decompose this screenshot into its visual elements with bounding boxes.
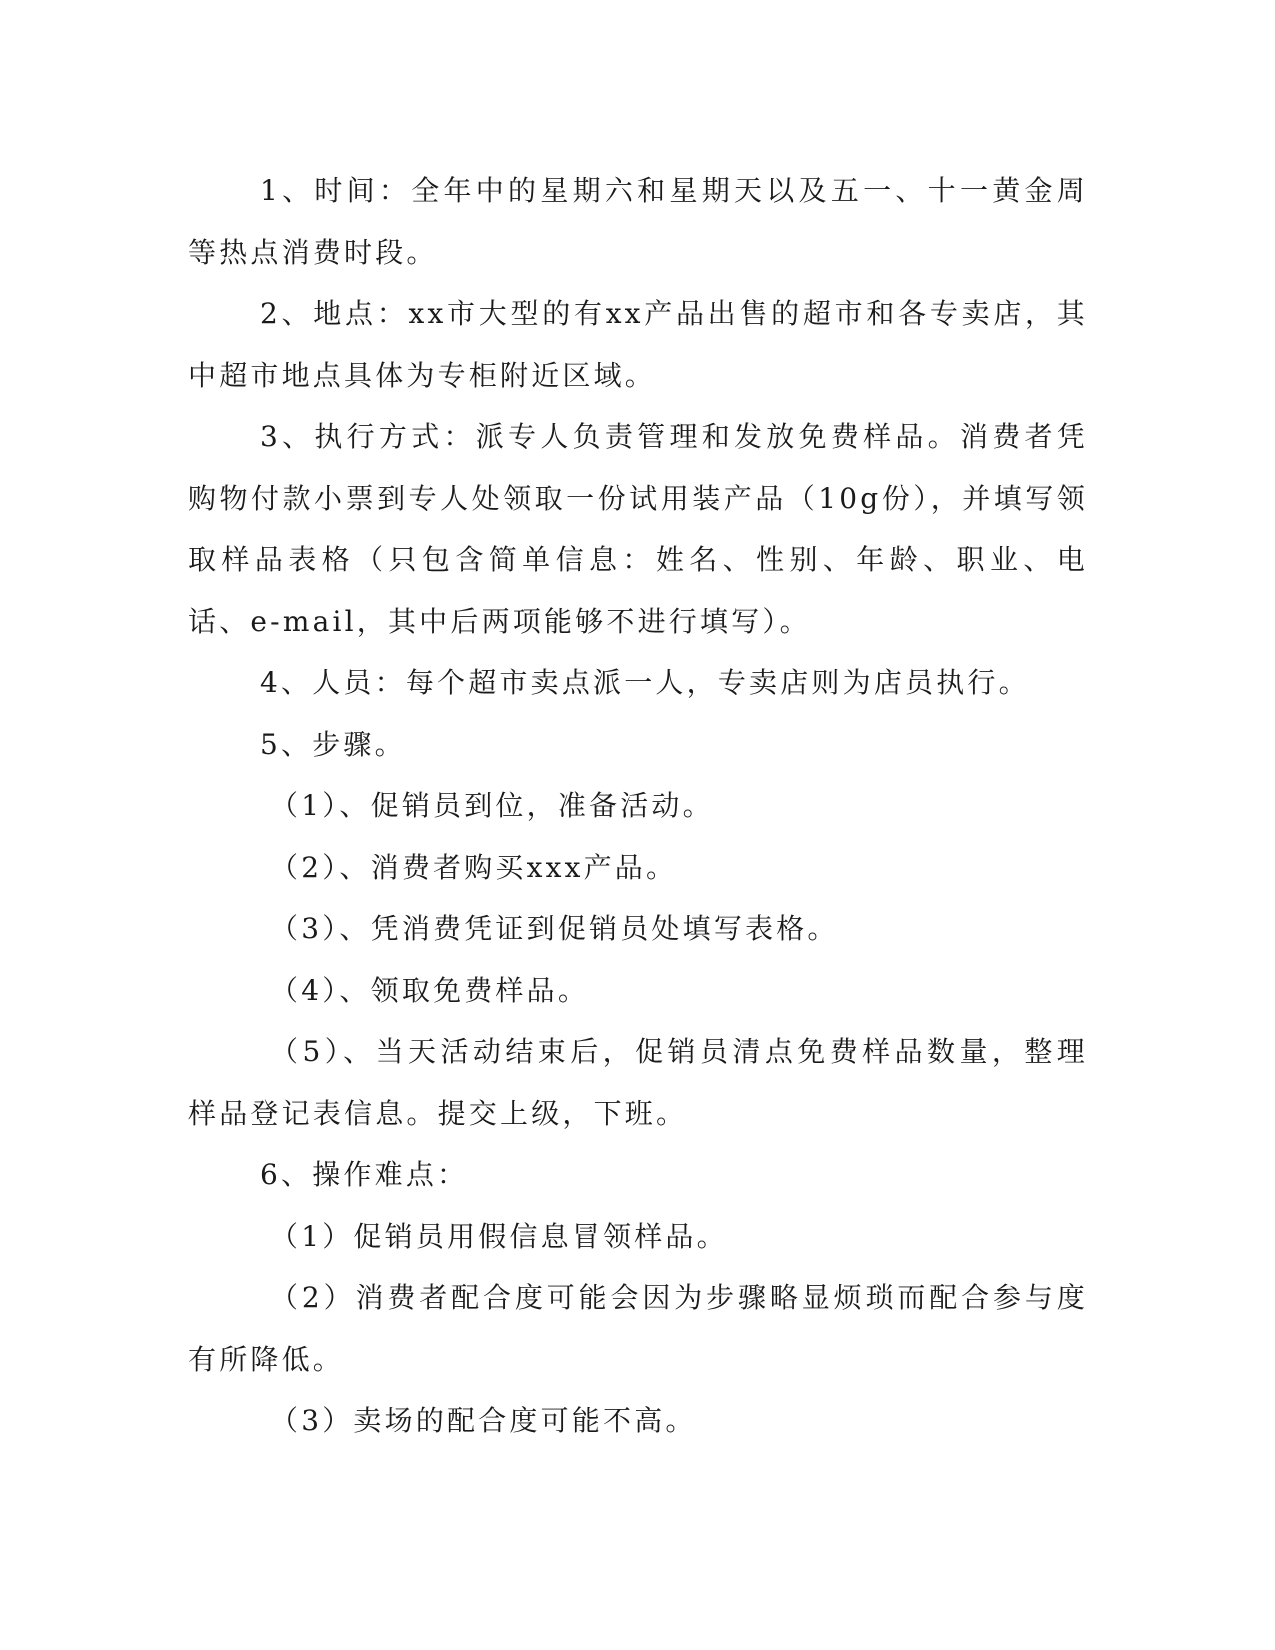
difficulty-item-1: （1）促销员用假信息冒领样品。 bbox=[270, 1219, 728, 1253]
document-body bbox=[188, 160, 1088, 1452]
step-item-3: （3）、凭消费凭证到促销员处填写表格。 bbox=[270, 912, 839, 945]
step-item-2: （2）、消费者购买xxx产品。 bbox=[270, 850, 678, 884]
paragraph-location: 2、地点：xx市大型的有xx产品出售的超市和各专卖店，其中超市地点具体为专柜附近区域。 bbox=[188, 297, 1088, 392]
step-item-4: （4）、领取免费样品。 bbox=[270, 973, 590, 1007]
paragraph-difficulties-heading: 6、操作难点： bbox=[260, 1158, 469, 1191]
step-item-5: （5）、当天活动结束后，促销员清点免费样品数量，整理样品登记表信息。提交上级，下班。 bbox=[188, 1035, 1088, 1130]
paragraph-execution-method: 3、执行方式：派专人负责管理和发放免费样品。消费者凭购物付款小票到专人处领取一份试用装产品（10g份），并填写领取样品表格（只包含简单信息：姓名、性别、年龄、职业、电话、e-mail，其中后两项能够不进行填写）。 bbox=[188, 420, 1088, 638]
difficulty-item-2: （2）消费者配合度可能会因为步骤略显烦琐而配合参与度有所降低。 bbox=[188, 1281, 1088, 1376]
difficulty-item-3: （3）卖场的配合度可能不高。 bbox=[270, 1404, 697, 1437]
paragraph-steps-heading: 5、步骤。 bbox=[260, 727, 406, 761]
step-item-1: （1）、促销员到位，准备活动。 bbox=[270, 789, 714, 822]
paragraph-personnel: 4、人员：每个超市卖点派一人，专卖店则为店员执行。 bbox=[260, 666, 1030, 699]
paragraph-time: 1、时间：全年中的星期六和星期天以及五一、十一黄金周等热点消费时段。 bbox=[188, 174, 1088, 269]
